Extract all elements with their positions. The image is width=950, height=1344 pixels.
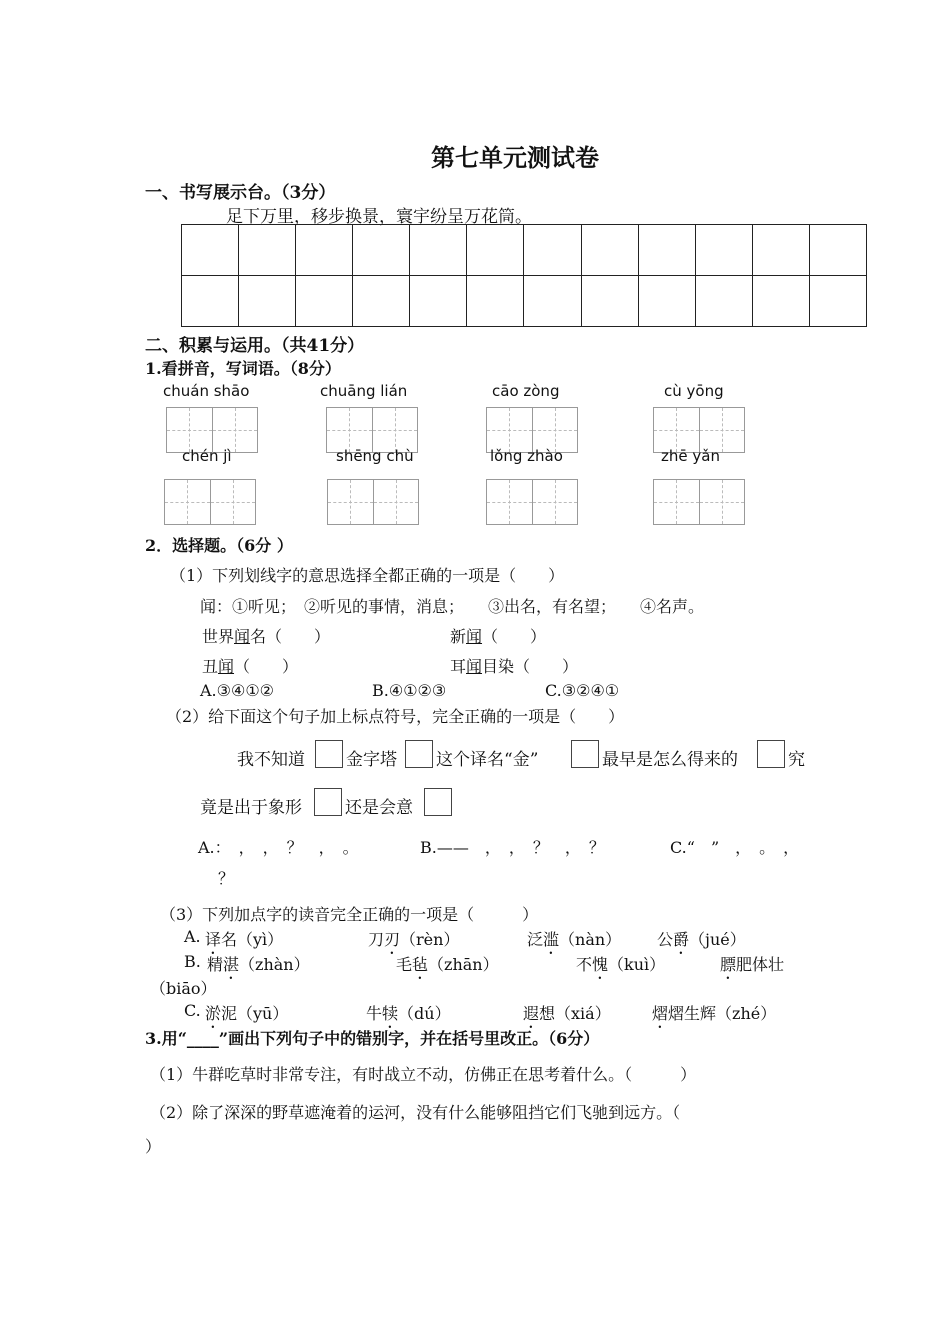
q2-2-option-a[interactable]: A.： ， ， ？ ， 。 [198,838,359,857]
q2-2-sentence-seg: 这个译名“金” [436,750,539,770]
q2-1-option-a[interactable]: A.③④①② [200,681,275,700]
q2-1-word: 耳闻目染（ ） [450,657,579,676]
pinyin-label: chuāng lián [320,382,408,400]
pinyin-label: chuán shāo [163,382,250,400]
q2-heading: 2．选择题。（6分 ） [145,536,293,555]
q2-3-word: 译名（yì） [205,930,284,949]
q2-1-word: 新闻（ ） [450,627,547,646]
q3-heading: 3.用“____”画出下列句子中的错别字，并在括号里改正。（6分） [145,1029,600,1048]
q2-3-word: 淤泥（yū） [205,1004,289,1023]
section2-heading: 二、积累与运用。（共41分） [145,336,365,356]
punctuation-box[interactable] [571,740,599,768]
q2-3-option-c-label[interactable]: C. [184,1001,201,1020]
pinyin-label: lǒng zhào [490,447,563,465]
q2-1-option-b[interactable]: B.④①②③ [372,681,447,700]
q2-1-stem: （1）下列划线字的意思选择全都正确的一项是（ ） [170,566,565,585]
q2-3-word: 不愧（kuì） [576,955,666,974]
q2-3-word: 膘肥体壮 [720,955,785,974]
q3-2: （2）除了深深的野草遮淹着的运河，没有什么能够阻挡它们飞驰到远方。（ [150,1103,681,1122]
pinyin-label: zhē yǎn [661,447,720,465]
q2-2-sentence-seg: 还是会意 [345,798,413,818]
q3-2-end: ） [145,1137,162,1156]
pinyin-label: shēng chù [336,447,414,465]
answer-box[interactable] [327,479,419,525]
punctuation-box[interactable] [315,740,343,768]
answer-box[interactable] [486,479,578,525]
q2-3-word-pinyin: （biāo） [150,979,217,998]
q2-3-option-b-label[interactable]: B. [184,952,201,971]
q2-3-word: 毛毡（zhān） [396,955,499,974]
q2-3-stem: （3）下列加点字的读音完全正确的一项是（ ） [160,905,539,924]
q1-heading: 1.看拼音，写词语。（8分） [145,359,341,378]
q2-1-meanings: 闻：①听见； ②听见的事情，消息； ③出名，有名望； ④名声。 [200,597,705,616]
writing-grid[interactable] [181,224,867,327]
q2-3-word: 泛滥（nàn） [527,930,622,949]
punctuation-box[interactable] [757,740,785,768]
pinyin-label: chén jì [182,447,232,465]
section1-sentence: 足下万里，移步换景，寰宇纷呈万花筒。 [226,207,532,227]
page-title: 第七单元测试卷 [431,143,599,172]
q2-3-word: 遐想（xiá） [523,1004,611,1023]
pinyin-label: cù yōng [664,382,724,400]
q2-3-word: 牛犊（dú） [366,1004,451,1023]
section1-heading: 一、书写展示台。（3分） [145,183,336,203]
punctuation-box[interactable] [405,740,433,768]
q3-1: （1）牛群吃草时非常专注，有时战立不动，仿佛正在思考着什么。（ ） [150,1065,697,1084]
q2-3-option-a-label[interactable]: A. [184,927,201,946]
answer-box[interactable] [164,479,256,525]
q2-2-sentence-seg: 最早是怎么得来的 [602,750,738,770]
q2-2-stem: （2）给下面这个句子加上标点符号，完全正确的一项是（ ） [166,707,625,726]
pinyin-label: cāo zòng [492,382,560,400]
q2-2-sentence-seg: 竟是出于象形 [200,798,302,818]
punctuation-box[interactable] [314,788,342,816]
q2-1-word: 世界闻名（ ） [202,627,331,646]
q2-1-word: 丑闻（ ） [202,657,299,676]
q2-3-word: 公爵（jué） [657,930,746,949]
q2-2-sentence-seg: 金字塔 [346,750,397,770]
q2-2-option-c-cont: ？ [218,869,235,888]
q2-2-sentence-seg: 究 [788,750,805,770]
punctuation-box[interactable] [424,788,452,816]
q2-2-option-b[interactable]: B.—— ， ， ？ ， ？ [420,838,605,857]
q2-3-word: 精湛（zhàn） [207,955,310,974]
q2-2-option-c[interactable]: C.“ ” ， 。 ， [670,838,800,857]
q2-1-option-c[interactable]: C.③②④① [545,681,620,700]
q2-2-sentence-seg: 我不知道 [237,750,305,770]
q2-3-word: 刀刃（rèn） [368,930,460,949]
answer-box[interactable] [653,479,745,525]
q2-3-word: 熠熠生辉（zhé） [652,1004,777,1023]
